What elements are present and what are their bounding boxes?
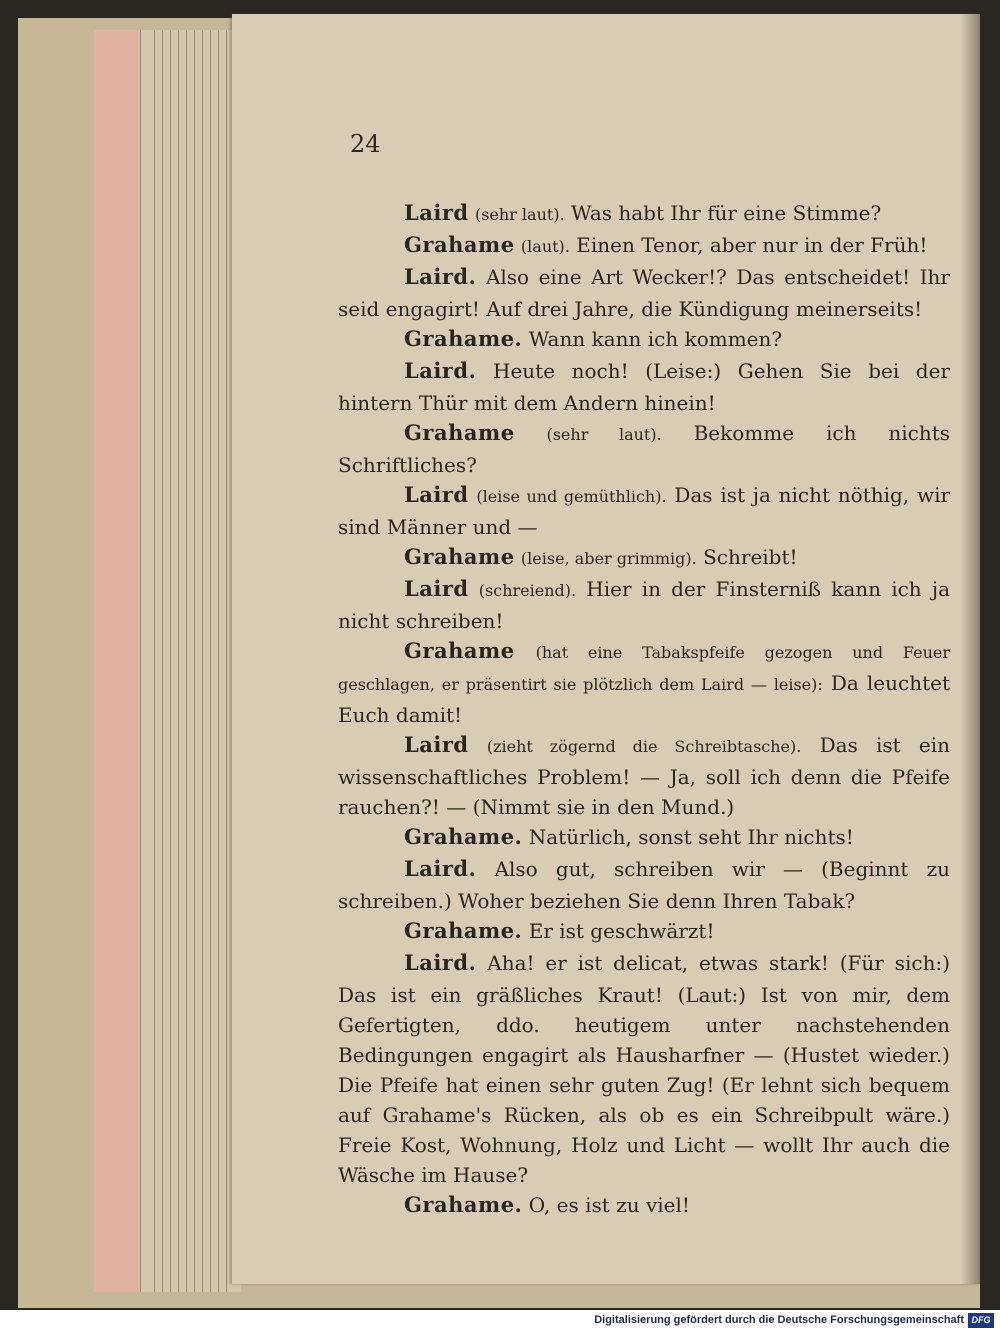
dialogue-text: Aha! er ist delicat, etwas stark! (Für sich:) Das ist ein gräßliches Kraut! (Laut:) Ist von mir, dem Gefertigten, ddo. heutigem unter nachstehenden Bedingungen engagirt als Hausharfner — (Hustet wieder.) Die Pfeife hat einen sehr guten Zug! (Er lehnt sich bequem auf Grahame's Rücken, als ob es ein Schreibpult wäre.) Freie Kost, Wohnung, Holz und Licht — wollt Ihr auch die Wäsche im Hause? [338, 951, 950, 1187]
dialogue-paragraph [338, 542, 950, 574]
stage-direction: (schreiend). [478, 581, 577, 600]
stage-direction: (leise und gemüthlich). [476, 487, 667, 506]
dialogue-paragraph [338, 822, 950, 854]
speaker-name: Grahame [404, 420, 515, 445]
book-cover-edge [18, 18, 94, 1308]
dialogue-paragraph [338, 948, 950, 1190]
speaker-name: Laird [404, 200, 469, 225]
dialogue-paragraph [338, 574, 950, 636]
page-gutter-shadow [960, 14, 980, 1284]
dialogue-text: Natürlich, sonst seht Ihr nichts! [528, 825, 854, 849]
dialogue-text: Da leuchtet Euch damit! [338, 671, 951, 727]
page-stack-edges [140, 30, 240, 1292]
dialogue-paragraph [338, 1190, 950, 1222]
stage-direction: (laut). [520, 237, 570, 256]
dialogue-paragraph [338, 418, 950, 480]
dialogue-paragraph [338, 916, 950, 948]
speaker-name: Laird. [404, 856, 477, 881]
dialogue-paragraph [338, 356, 950, 418]
footer-bar [0, 1310, 1000, 1332]
dialogue-text: Wann kann ich kommen? [528, 327, 783, 351]
funding-notice: Digitalisierung gefördert durch die Deutsche Forschungsgemeinschaft [594, 1314, 964, 1326]
dialogue-paragraph [338, 636, 950, 730]
speaker-name: Laird. [404, 950, 477, 975]
dialogue-text: O, es ist zu viel! [528, 1193, 690, 1217]
stage-direction: (leise, aber grimmig). [520, 549, 697, 568]
dialogue-paragraph [338, 262, 950, 324]
dialogue-paragraph [338, 198, 950, 230]
speaker-name: Grahame. [404, 824, 523, 849]
speaker-name: Grahame [404, 638, 515, 663]
dialogue-paragraph [338, 324, 950, 356]
stage-direction: (sehr laut). [474, 205, 565, 224]
dialogue-text: Also gut, schreiben wir — (Beginnt zu schreiben.) Woher beziehen Sie denn Ihren Tabak? [338, 857, 950, 913]
speaker-name: Grahame [404, 232, 515, 257]
stage-direction: (hat eine Tabakspfeife gezogen und Feuer geschlagen, er präsentirt sie plötzlich dem Laird — leise): [338, 643, 950, 694]
speaker-name: Laird [404, 732, 469, 757]
dialogue-text: Hier in der Finsterniß kann ich ja nicht schreiben! [338, 577, 950, 633]
speaker-name: Grahame. [404, 1192, 523, 1217]
dialogue-paragraph [338, 730, 950, 822]
dialogue-text: Also eine Art Wecker!? Das entscheidet! Ihr seid engagirt! Auf drei Jahre, die Kündigung meinerseits! [338, 265, 950, 321]
page-text [338, 198, 950, 1222]
dialogue-text: Das ist ein wissenschaftliches Problem! — Ja, soll ich denn die Pfeife rauchen?! — (Nimmt sie in den Mund.) [338, 733, 951, 819]
stage-direction: (sehr laut). [546, 425, 662, 444]
speaker-name: Laird. [404, 264, 477, 289]
dialogue-text: Er ist geschwärzt! [528, 919, 715, 943]
dialogue-text: Einen Tenor, aber nur in der Früh! [576, 233, 928, 257]
dfg-logo-icon: DFG [968, 1313, 994, 1328]
dialogue-paragraph [338, 230, 950, 262]
dialogue-paragraph [338, 480, 950, 542]
speaker-name: Grahame [404, 544, 515, 569]
stage-direction: (zieht zögernd die Schreibtasche). [486, 737, 802, 756]
dialogue-text: Was habt Ihr für eine Stimme? [571, 201, 882, 225]
dialogue-paragraph [338, 854, 950, 916]
dialogue-text: Schreibt! [703, 545, 798, 569]
dialogue-text: Das ist ja nicht nöthig, wir sind Männer und — [338, 483, 951, 539]
speaker-name: Laird. [404, 358, 477, 383]
dialogue-text: Bekomme ich nichts Schriftliches? [338, 421, 951, 477]
speaker-name: Laird [404, 576, 469, 601]
speaker-name: Grahame. [404, 918, 523, 943]
speaker-name: Laird [404, 482, 469, 507]
dialogue-text: Heute noch! (Leise:) Gehen Sie bei der hintern Thür mit dem Andern hinein! [338, 359, 950, 415]
speaker-name: Grahame. [404, 326, 523, 351]
page-number: 24 [350, 130, 381, 158]
